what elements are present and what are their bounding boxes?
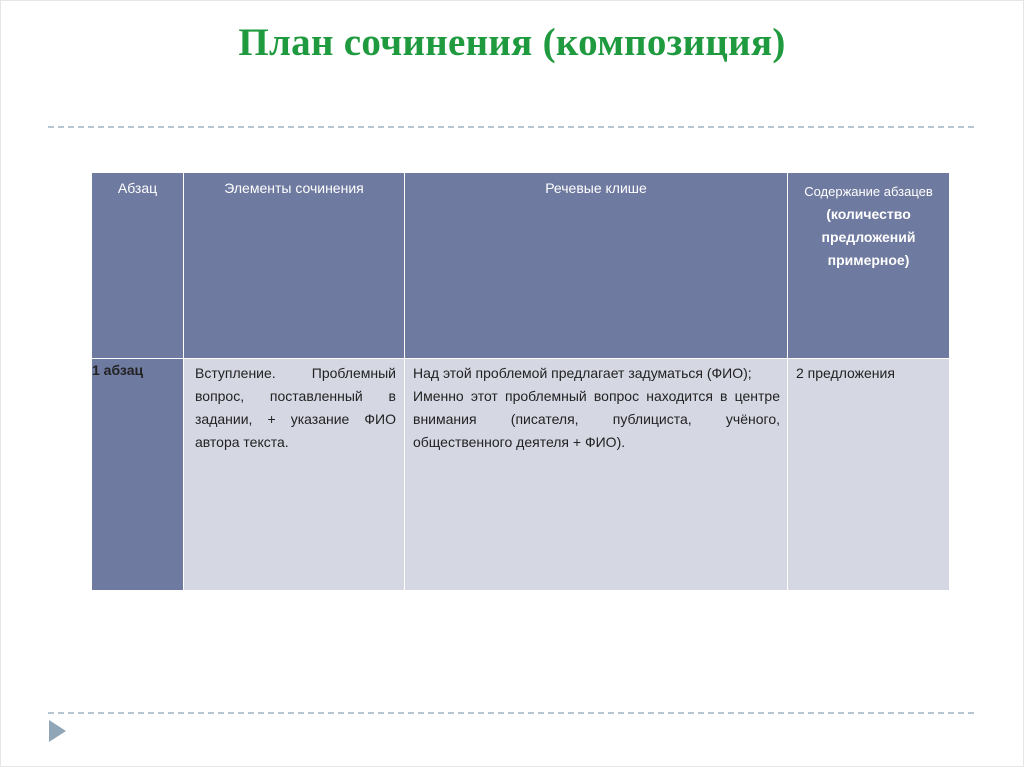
cell-count xyxy=(788,359,950,591)
cell-elements xyxy=(184,359,405,591)
cliche-1: Над этой проблемой предлагает задуматься (ФИО); xyxy=(413,365,752,381)
cell-paragraph: 1 абзац xyxy=(92,359,184,591)
header-content xyxy=(788,173,950,359)
bottom-divider xyxy=(48,712,974,714)
header-elements xyxy=(184,173,405,359)
triangle-arrow-icon xyxy=(49,720,66,742)
top-divider xyxy=(48,126,974,128)
header-cliches xyxy=(405,173,788,359)
header-paragraph-label: Абзац xyxy=(117,180,158,196)
composition-plan-table xyxy=(91,172,950,591)
elements-text: Вступление. Проблемный вопрос, поставленный в задании, + указание ФИО автора текста. xyxy=(195,365,396,450)
cell-cliches xyxy=(405,359,788,591)
slide-title: План сочинения (композиция) xyxy=(238,21,786,64)
header-content-line1: Содержание абзацев xyxy=(804,184,933,199)
table-row xyxy=(92,359,950,591)
count-text: 2 предложения xyxy=(796,365,895,381)
table-header-row xyxy=(92,173,950,359)
header-cliches-label: Речевые клише xyxy=(545,180,647,196)
header-paragraph xyxy=(92,173,184,359)
header-elements-label: Элементы сочинения xyxy=(224,180,364,196)
header-content-line2: (количество предложений примерное) xyxy=(821,206,916,268)
cliche-2: Именно этот проблемный вопрос находится в центре внимания (писателя, публициста, учёного, общественного деятеля + ФИО). xyxy=(413,388,780,450)
